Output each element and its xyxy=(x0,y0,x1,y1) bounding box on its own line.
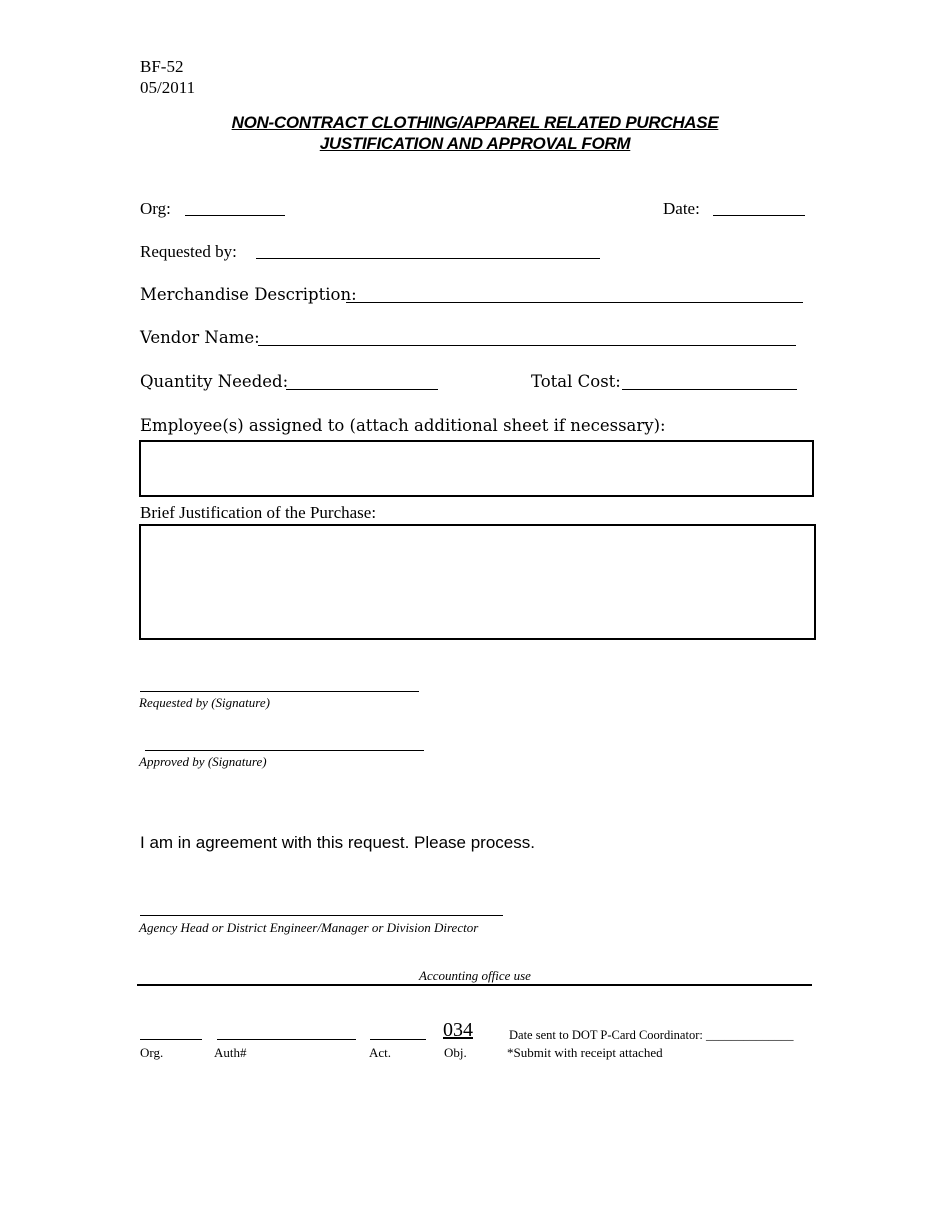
accounting-auth-label: Auth# xyxy=(214,1045,247,1060)
date-field[interactable] xyxy=(713,215,805,216)
agreement-statement: I am in agreement with this request. Please process. xyxy=(140,833,535,852)
total-cost-label: Total Cost: xyxy=(531,372,621,391)
requested-by-signature-line[interactable] xyxy=(140,691,419,692)
receipt-note: *Submit with receipt attached xyxy=(507,1045,663,1060)
accounting-org-field[interactable] xyxy=(140,1039,202,1040)
quantity-needed-label: Quantity Needed: xyxy=(140,372,289,391)
accounting-obj-value: 034 xyxy=(443,1019,473,1041)
accounting-act-field[interactable] xyxy=(370,1039,426,1040)
approved-by-signature-caption: Approved by (Signature) xyxy=(139,754,267,769)
requested-by-label: Requested by: xyxy=(140,242,237,261)
form-title-line-2: JUSTIFICATION AND APPROVAL FORM xyxy=(319,134,631,153)
justification-box[interactable] xyxy=(139,524,816,640)
employees-assigned-box[interactable] xyxy=(139,440,814,497)
accounting-obj-label: Obj. xyxy=(444,1045,467,1060)
merchandise-description-label: Merchandise Description: xyxy=(140,285,357,304)
accounting-org-label: Org. xyxy=(140,1045,164,1060)
date-label: Date: xyxy=(663,199,700,218)
accounting-divider xyxy=(137,984,812,986)
org-label: Org: xyxy=(140,199,171,218)
date-sent-coordinator-field[interactable]: Date sent to DOT P-Card Coordinator: ______________ xyxy=(509,1028,794,1042)
approved-by-signature-line[interactable] xyxy=(145,750,424,751)
quantity-needed-field[interactable] xyxy=(286,389,438,390)
merchandise-description-field[interactable] xyxy=(346,302,803,303)
total-cost-field[interactable] xyxy=(622,389,797,390)
vendor-name-field[interactable] xyxy=(258,345,796,346)
employees-assigned-label: Employee(s) assigned to (attach additional sheet if necessary): xyxy=(140,416,666,435)
form-code: BF-52 xyxy=(140,57,184,76)
form-revision-date: 05/2011 xyxy=(140,78,196,97)
accounting-auth-field[interactable] xyxy=(217,1039,356,1040)
requested-by-field[interactable] xyxy=(256,258,600,259)
org-field[interactable] xyxy=(185,215,285,216)
accounting-act-label: Act. xyxy=(369,1045,392,1060)
requested-by-signature-caption: Requested by (Signature) xyxy=(139,695,270,710)
agency-head-signature-line[interactable] xyxy=(140,915,503,916)
form-title-line-1: NON-CONTRACT CLOTHING/APPAREL RELATED PURCHASE xyxy=(231,113,719,132)
accounting-office-caption: Accounting office use xyxy=(419,968,531,983)
vendor-name-label: Vendor Name: xyxy=(140,328,260,347)
agency-head-signature-caption: Agency Head or District Engineer/Manager or Division Director xyxy=(139,920,479,935)
justification-label: Brief Justification of the Purchase: xyxy=(140,503,377,522)
